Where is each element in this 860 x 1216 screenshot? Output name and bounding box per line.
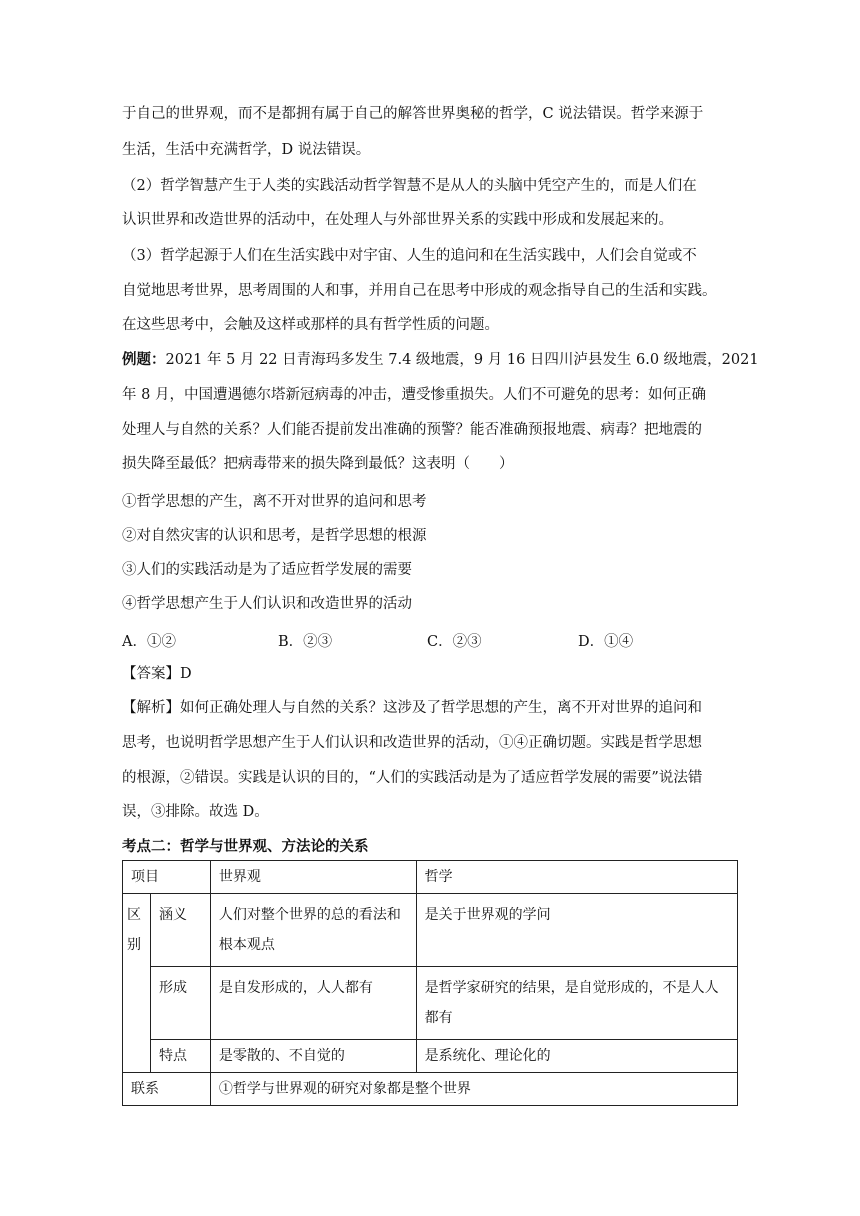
comparison-table bbox=[122, 860, 738, 1106]
row-item-feature: 特点 bbox=[150, 1040, 210, 1073]
section-title: 考点二：哲学与世界观、方法论的关系 bbox=[122, 838, 369, 855]
option-d: D．①④ bbox=[578, 634, 634, 650]
row-worldview-meaning: 人们对整个世界的总的看法和根本观点 bbox=[210, 894, 416, 967]
example-line: 年 8 月，中国遭遇德尔塔新冠病毒的冲击，遭受惨重损失。人们不可避免的思考：如何正确 bbox=[122, 387, 706, 403]
option-c: C．②③ bbox=[427, 634, 482, 650]
paragraph-line: 于自己的世界观，而不是都拥有属于自己的解答世界奥秘的哲学，C 说法错误。哲学来源于 bbox=[122, 106, 704, 122]
relation-label: 联系 bbox=[123, 1073, 211, 1106]
row-worldview-formation: 是自发形成的，人人都有 bbox=[210, 967, 416, 1040]
table-row bbox=[123, 967, 738, 1040]
paragraph-line: 在这些思考中，会触及这样或那样的具有哲学性质的问题。 bbox=[122, 317, 499, 333]
option-b: B．②③ bbox=[278, 634, 333, 650]
table-row bbox=[123, 1040, 738, 1073]
analysis-text: 如何正确处理人与自然的关系？这涉及了哲学思想的产生，离不开对世界的追问和 bbox=[180, 700, 702, 716]
table-header-row bbox=[123, 861, 738, 894]
row-item-meaning: 涵义 bbox=[150, 894, 210, 967]
paragraph-line: 自觉地思考世界，思考周围的人和事，并用自己在思考中形成的观念指导自己的生活和实践。 bbox=[122, 283, 717, 299]
statement-item: ③人们的实践活动是为了适应哲学发展的需要 bbox=[122, 562, 412, 578]
answer-line bbox=[122, 664, 192, 684]
paragraph-line: 生活，生活中充满哲学，D 说法错误。 bbox=[122, 142, 371, 158]
header-cell-worldview: 世界观 bbox=[210, 861, 416, 894]
option-a: A．①② bbox=[122, 634, 176, 650]
answer-value: D bbox=[180, 666, 192, 682]
answer-label: 【答案】 bbox=[122, 666, 180, 682]
relation-text: ①哲学与世界观的研究对象都是整个世界 bbox=[210, 1073, 737, 1106]
header-cell-item: 项目 bbox=[123, 861, 211, 894]
table-row bbox=[123, 894, 738, 967]
row-philosophy-formation: 是哲学家研究的结果，是自觉形成的，不是人人都有 bbox=[416, 967, 737, 1040]
statement-item: ②对自然灾害的认识和思考，是哲学思想的根源 bbox=[122, 528, 427, 544]
analysis-line: 思考，也说明哲学思想产生于人们认识和改造世界的活动，①④正确切题。实践是哲学思想 bbox=[122, 735, 702, 751]
group-label-difference: 区别 bbox=[123, 894, 151, 1073]
example-text: 2021 年 5 月 22 日青海玛多发生 7.4 级地震，9 月 16 日四川泸县发生 6.0 级地震，2021 bbox=[165, 352, 759, 368]
paragraph-line: 认识世界和改造世界的活动中，在处理人与外部世界关系的实践中形成和发展起来的。 bbox=[122, 212, 673, 228]
row-worldview-feature: 是零散的、不自觉的 bbox=[210, 1040, 416, 1073]
paragraph-line: （2）哲学智慧产生于人类的实践活动哲学智慧不是从人的头脑中凭空产生的，而是人们在 bbox=[122, 178, 697, 194]
row-philosophy-meaning: 是关于世界观的学问 bbox=[416, 894, 737, 967]
paragraph-line: （3）哲学起源于人们在生活实践中对宇宙、人生的追问和在生活实践中，人们会自觉或不 bbox=[122, 248, 697, 264]
table-row-relation bbox=[123, 1073, 738, 1106]
analysis-line: 的根源，②错误。实践是认识的目的，“人们的实践活动是为了适应哲学发展的需要”说法错 bbox=[122, 770, 703, 786]
row-philosophy-feature: 是系统化、理论化的 bbox=[416, 1040, 737, 1073]
analysis-line: 误，③排除。故选 D。 bbox=[122, 804, 269, 820]
statement-item: ①哲学思想的产生，离不开对世界的追问和思考 bbox=[122, 494, 427, 510]
row-item-formation: 形成 bbox=[150, 967, 210, 1040]
example-line bbox=[122, 350, 759, 370]
example-line: 损失降至最低？把病毒带来的损失降到最低？这表明（ ） bbox=[122, 456, 514, 472]
analysis-line bbox=[122, 698, 702, 718]
statement-item: ④哲学思想产生于人们认识和改造世界的活动 bbox=[122, 596, 412, 612]
header-cell-philosophy: 哲学 bbox=[416, 861, 737, 894]
example-line: 处理人与自然的关系？人们能否提前发出准确的预警？能否准确预报地震、病毒？把地震的 bbox=[122, 422, 702, 438]
example-label: 例题： bbox=[122, 351, 166, 368]
analysis-label: 【解析】 bbox=[122, 700, 180, 716]
